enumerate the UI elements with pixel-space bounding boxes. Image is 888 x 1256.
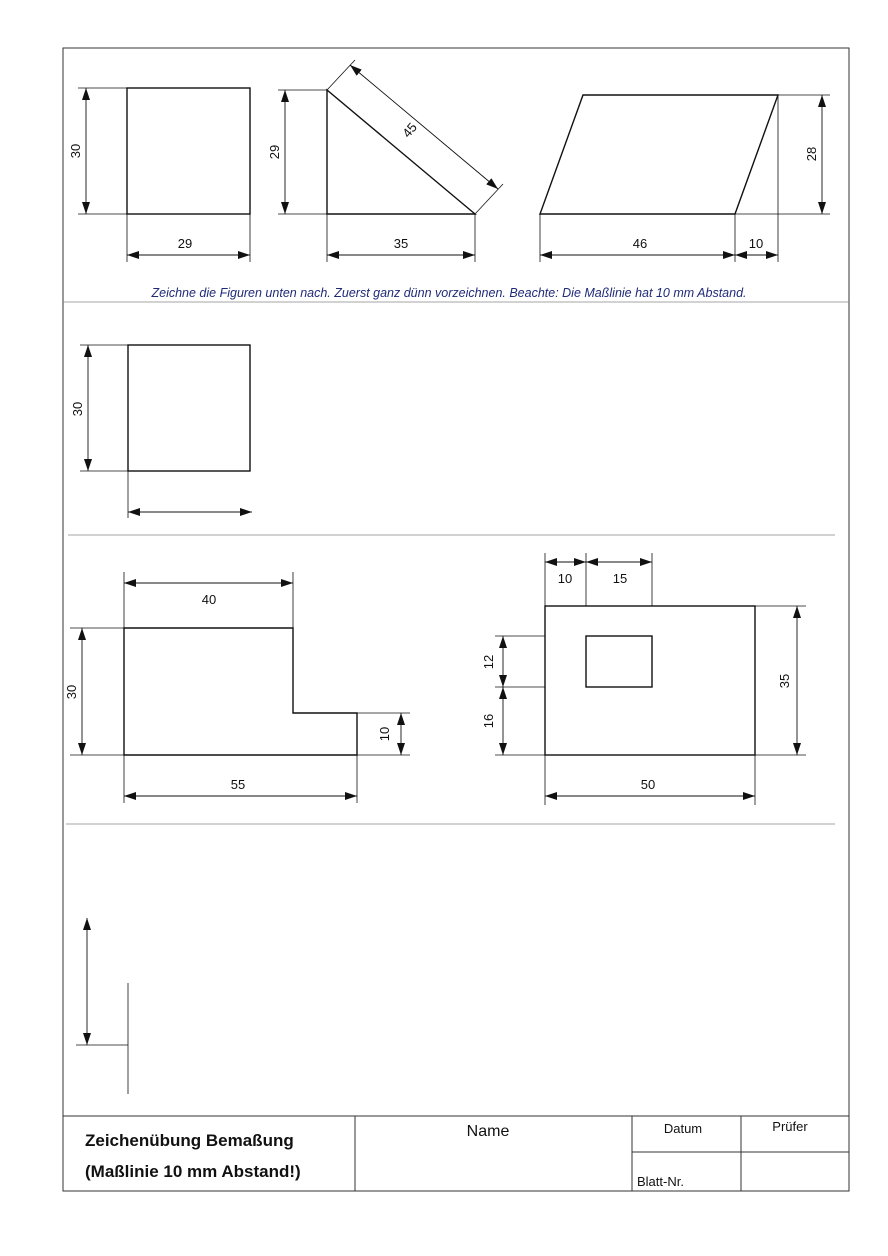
plate-height-label: 35: [777, 673, 792, 689]
plate-window: [586, 636, 652, 687]
example-triangle: [267, 60, 503, 262]
exercise-square-height-label: 30: [70, 401, 85, 417]
instruction-text: Zeichne die Figuren unten nach. Zuerst ganz dünn vorzeichnen. Beachte: Die Maßlinie hat 10 mm Abstand.: [151, 286, 747, 300]
triangle-hypotenuse-label: 45: [399, 119, 420, 141]
example-parallelogram: [540, 95, 830, 262]
date-field-label: Datum: [663, 1121, 703, 1136]
parallelogram-height-label: 28: [804, 146, 819, 162]
example-square: [68, 88, 250, 262]
square-width-label: 29: [177, 236, 193, 251]
checker-field-label: Prüfer: [772, 1119, 808, 1134]
sheet-border: [63, 48, 849, 1191]
exercise-fragment: [76, 918, 128, 1094]
triangle-base-label: 35: [393, 236, 409, 251]
name-field-label: Name: [466, 1123, 510, 1140]
plate-upper-label: 12: [481, 654, 496, 670]
l-shape-top-label: 40: [201, 592, 217, 607]
l-shape-step-label: 10: [377, 726, 392, 742]
l-shape-base-label: 55: [230, 777, 246, 792]
plate-width-label: 50: [640, 777, 656, 792]
parallelogram-base-label: 46: [632, 236, 648, 251]
title-line-1: Zeichenübung Bemaßung: [85, 1131, 294, 1150]
square-height-label: 30: [68, 143, 83, 159]
l-shape-height-label: 30: [64, 684, 79, 700]
plate-window-width-label: 15: [612, 571, 628, 586]
plate-with-window: [481, 553, 806, 805]
exercise-square: [70, 345, 252, 518]
title-line-2: (Maßlinie 10 mm Abstand!): [85, 1162, 301, 1181]
title-block: [63, 1116, 849, 1191]
sheet-number-label: Blatt-Nr.: [637, 1174, 684, 1189]
plate-left-offset-label: 10: [557, 571, 573, 586]
triangle-height-label: 29: [267, 144, 282, 160]
parallelogram-offset-label: 10: [748, 236, 764, 251]
l-shape: [64, 572, 410, 803]
plate-lower-label: 16: [481, 713, 496, 729]
